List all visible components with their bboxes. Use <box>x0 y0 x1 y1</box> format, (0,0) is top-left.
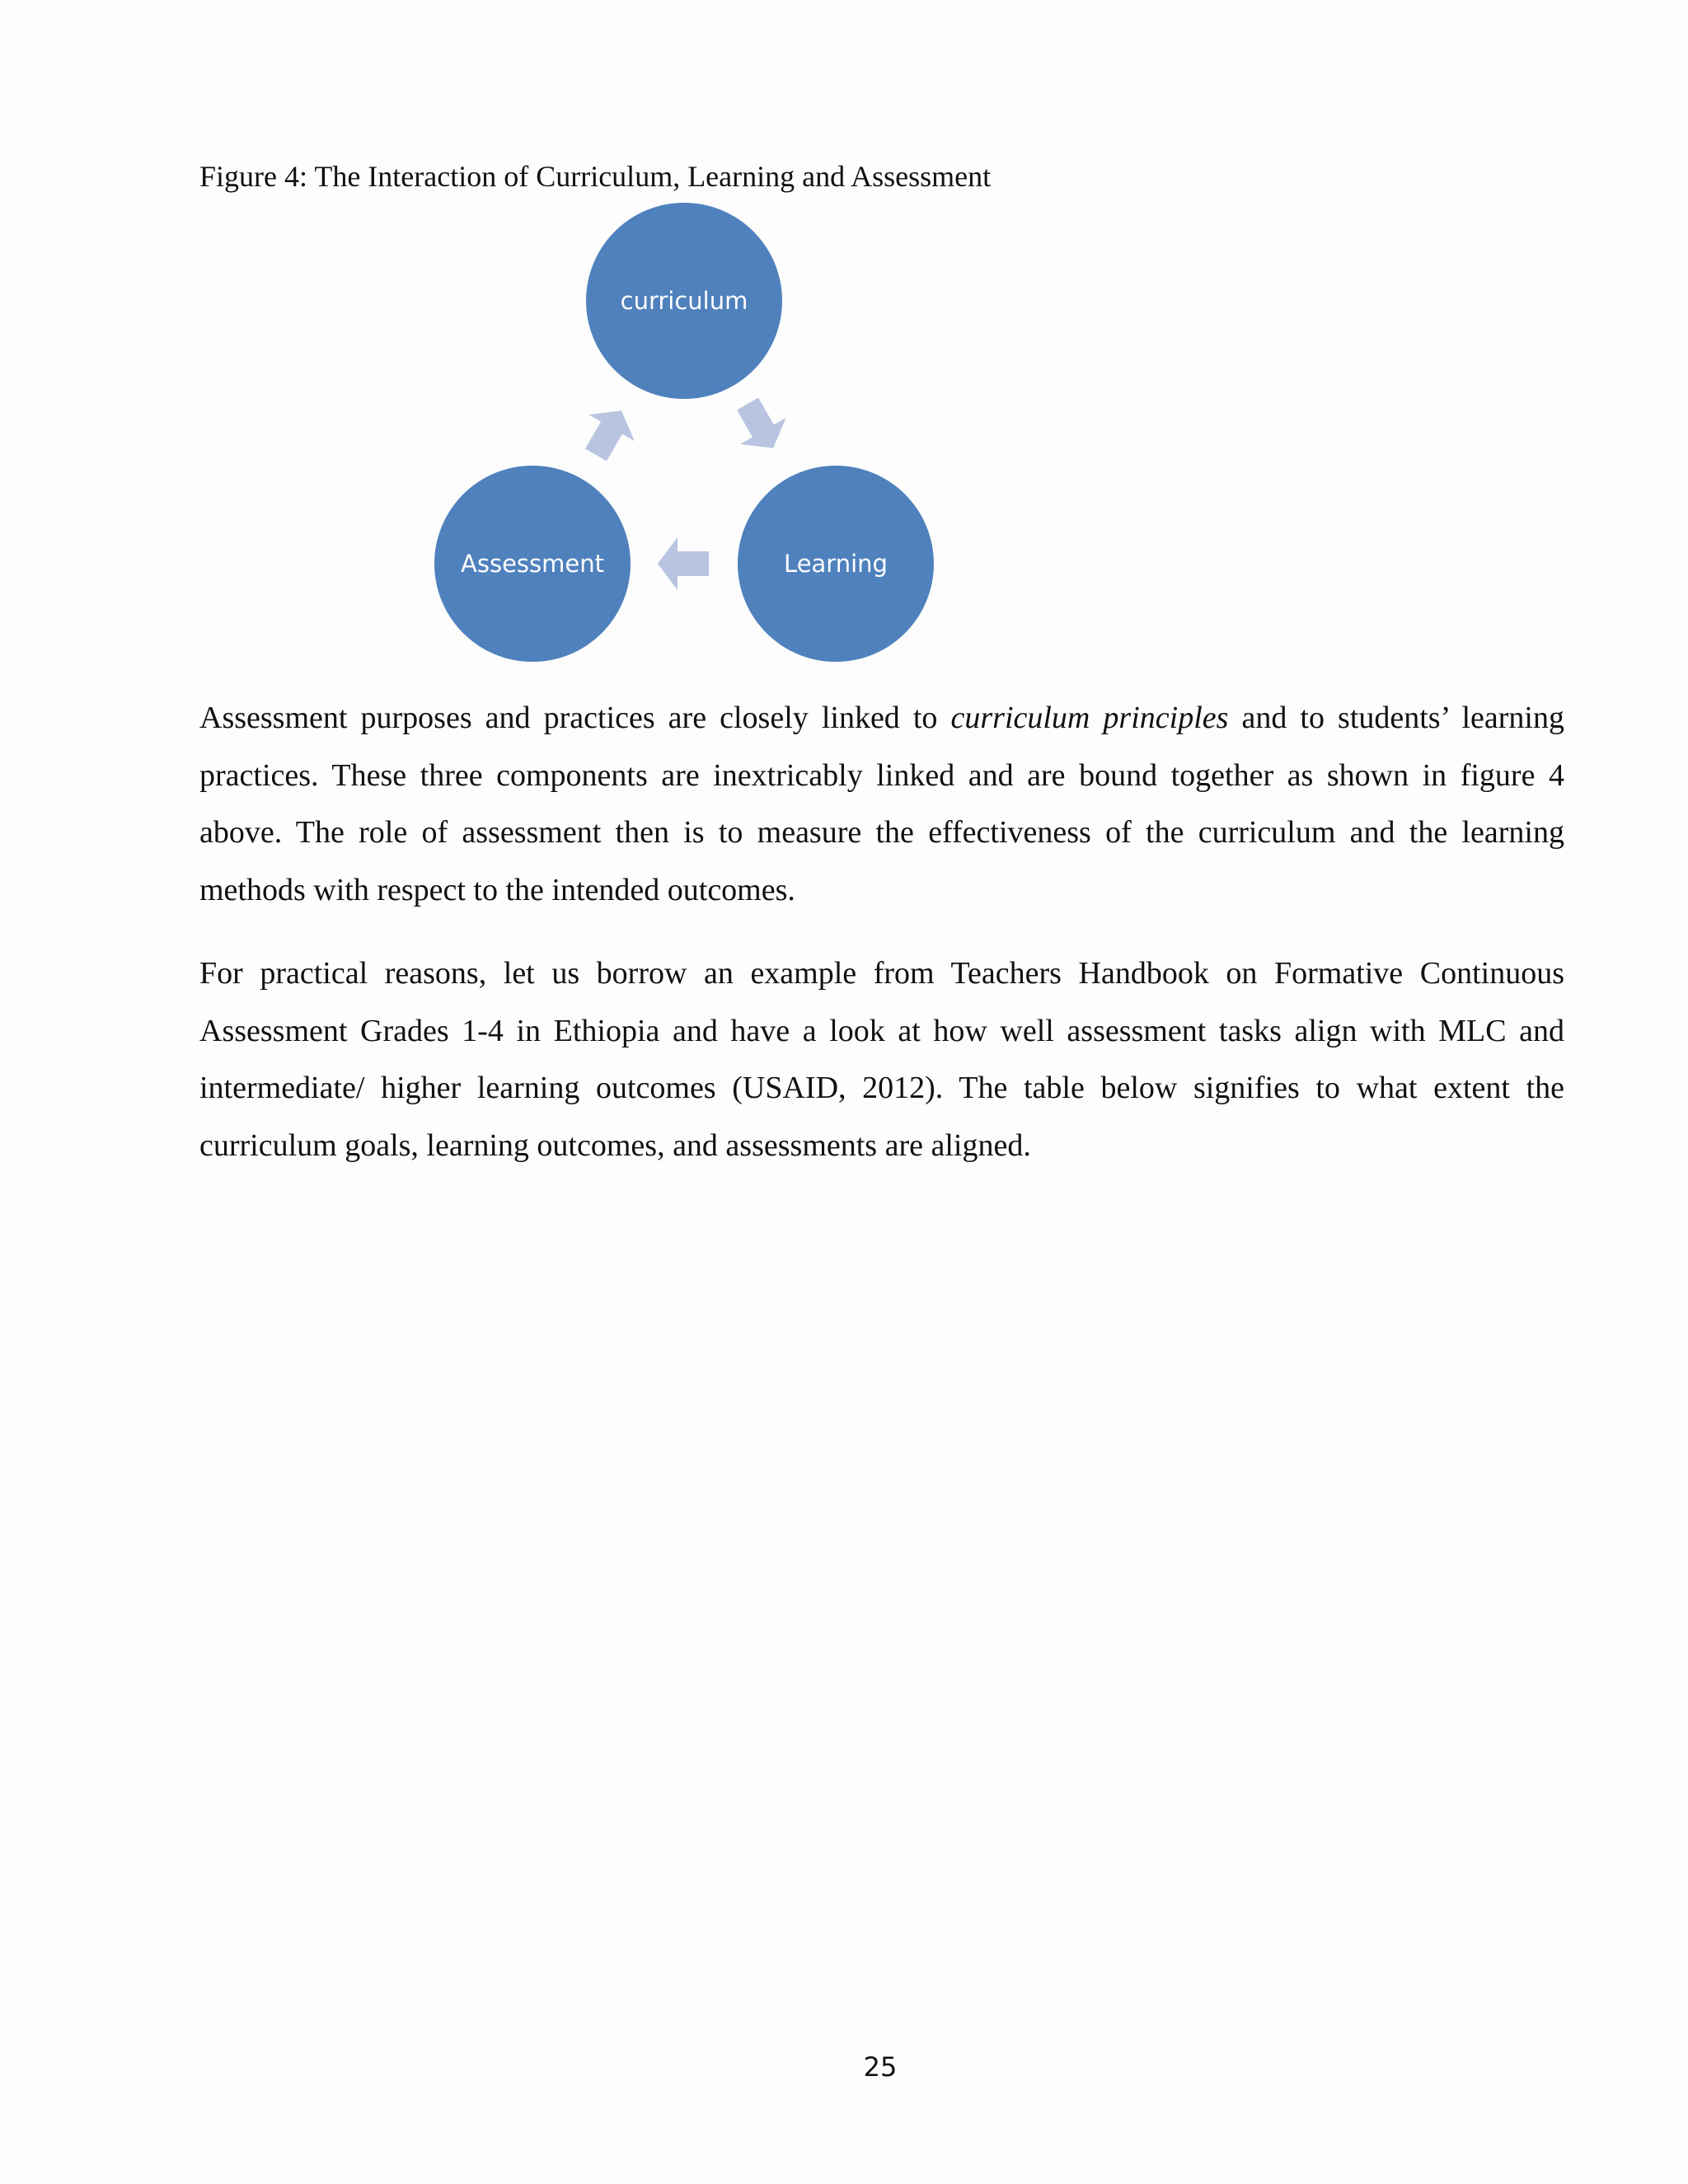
node-curriculum <box>586 203 782 399</box>
figure-caption: Figure 4: The Interaction of Curriculum, Learning and Assessment <box>199 160 992 193</box>
cycle-diagram <box>412 198 989 676</box>
paragraph-practical-example: For practical reasons, let us borrow an example from Teachers Handbook on Formative Continuous Assessment Grades 1-4 in Ethiopia and have a look at how well assessment tasks align with MLC and intermediate/ higher learning outcomes (USAID, 2012). The table below signifies to what extent the curriculum goals, learning outcomes, and assessments are aligned. <box>199 956 1564 1163</box>
paragraph-1-start: Assessment purposes and practices are closely linked to <box>199 701 951 735</box>
arrow-curriculum-to-learning-icon <box>724 391 795 462</box>
paragraph-1-end: and to students’ learning practices. These three components are inextricably linked and are bound together as shown in figure 4 above. The role of assessment then is to measure the effectiveness of the curriculum and the learning methods with respect to the intended outcomes. <box>199 701 1564 907</box>
node-assessment-label: Assessment <box>461 550 604 578</box>
node-learning <box>738 466 934 662</box>
arrow-assessment-to-curriculum-icon <box>573 397 644 468</box>
emphasis-curriculum-principles: curriculum principles <box>950 701 1229 735</box>
node-learning-label: Learning <box>784 550 888 578</box>
page-number: 25 <box>863 2051 898 2083</box>
node-curriculum-label: curriculum <box>620 287 748 315</box>
arrow-learning-to-assessment-icon <box>658 537 709 590</box>
paragraph-assessment-linkage <box>199 690 1564 919</box>
node-assessment <box>434 466 631 662</box>
cycle-diagram-svg <box>412 198 989 676</box>
